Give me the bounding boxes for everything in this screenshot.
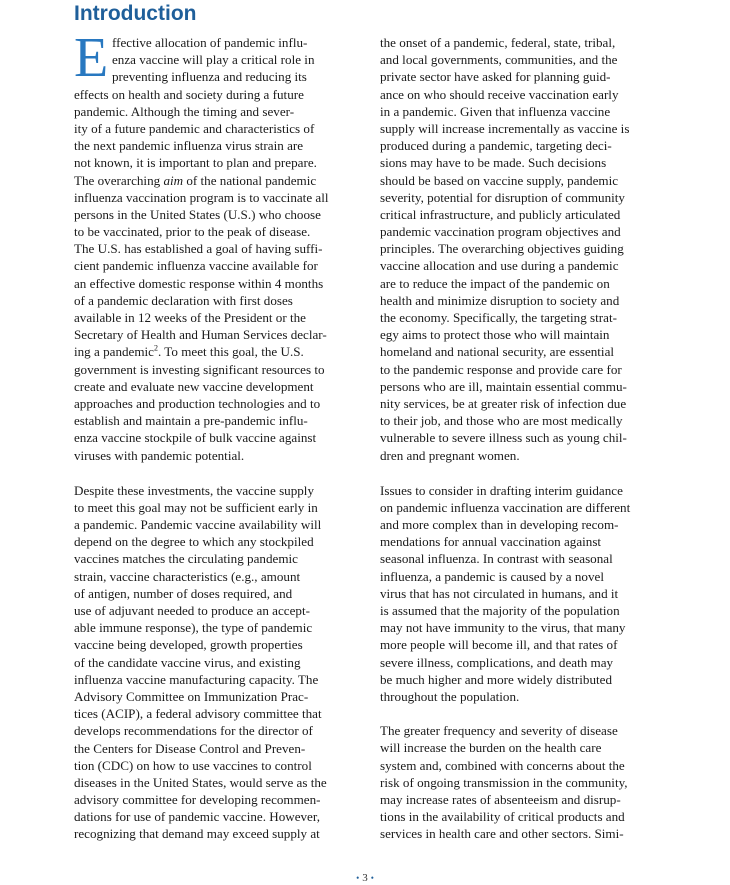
text-line: Secretary of Health and Human Services declar- (74, 327, 327, 343)
right-column (380, 34, 656, 842)
page-number-value: 3 (362, 872, 368, 884)
text-line: pandemic. Although the timing and sever- (74, 103, 295, 119)
paragraph (74, 482, 352, 843)
text-line: strain, vaccine characteristics (e.g., amount (74, 568, 301, 584)
text-line: mendations for annual vaccination against (380, 534, 602, 550)
text-line: of a pandemic declaration with first doses (74, 292, 293, 308)
text-line: a pandemic. Pandemic vaccine availability will (74, 517, 322, 533)
text-line: vulnerable to severe illness such as young chil- (380, 430, 627, 446)
emphasis-aim: aim (163, 172, 184, 188)
text-line: sions may have to be made. Such decisions (380, 155, 607, 171)
text-line: depend on the degree to which any stockpiled (74, 534, 314, 550)
text-line (74, 172, 352, 189)
text-line: able immune response), the type of pandemic (74, 620, 313, 636)
text-line: use of adjuvant needed to produce an accept- (74, 603, 310, 618)
text-line: vaccine allocation and use during a pandemic (380, 258, 619, 274)
text-line: the economy. Specifically, the targeting strat- (380, 310, 617, 325)
text-line: critical infrastructure, and publicly articulated (380, 206, 621, 222)
text-line: create and evaluate new vaccine development (74, 378, 314, 394)
text-line: and local governments, communities, and the (380, 52, 618, 68)
text-line: preventing influenza and reducing its (112, 69, 307, 85)
text-line: develops recommendations for the director of (74, 723, 313, 739)
page-number (0, 872, 730, 884)
text-line: to be vaccinated, prior to the peak of disease. (74, 224, 311, 240)
text-line: and more complex than in developing recom- (380, 517, 619, 533)
text-line: to their job, and those who are most medically (380, 413, 623, 429)
text-line: tices (ACIP), a federal advisory committee that (74, 706, 322, 722)
drop-cap: E (74, 27, 109, 89)
text-line: advisory committee for developing recommen- (74, 792, 321, 808)
section-heading: Introduction (74, 2, 197, 25)
text-line: of antigen, number of doses required, and (74, 585, 293, 601)
text-line: will increase the burden on the health care (380, 740, 602, 756)
page-number-bullet: • (356, 873, 360, 883)
text-line: enza vaccine stockpile of bulk vaccine against (74, 430, 317, 446)
text-line: may not have immunity to the virus, that many (380, 620, 626, 636)
text-line: produced during a pandemic, targeting deci- (380, 138, 612, 154)
text-line: is assumed that the majority of the population (380, 603, 620, 618)
text-line: system and, combined with concerns about the (380, 757, 625, 773)
text-line: the Centers for Disease Control and Preven- (74, 740, 306, 756)
text-line: approaches and production technologies and to (74, 395, 321, 411)
text-line: throughout the population. (380, 688, 520, 704)
text-line: influenza, a pandemic is caused by a novel (380, 568, 604, 584)
text-line: persons who are ill, maintain essential commu- (380, 378, 627, 394)
text-line: Advisory Committee on Immunization Prac- (74, 688, 309, 704)
text-line: in a pandemic. Given that influenza vaccine (380, 103, 611, 119)
paragraph (380, 722, 656, 842)
text-line: severity, potential for disruption of community (380, 189, 625, 205)
text-line: effects on health and society during a future (74, 86, 304, 102)
text-segment: ing a pandemic (74, 344, 154, 360)
footnote-ref: 2 (154, 344, 158, 354)
text-line: influenza vaccine manufacturing capacity. The (74, 671, 319, 687)
text-line: diseases in the United States, would serve as the (74, 774, 327, 790)
text-segment: The overarching (74, 172, 164, 188)
text-line: establish and maintain a pre-pandemic influ- (74, 413, 308, 429)
text-line: services in health care and other sectors. Simi- (380, 826, 624, 842)
text-line: risk of ongoing transmission in the community, (380, 774, 628, 790)
text-line: to the pandemic response and provide care for (380, 361, 622, 377)
text-line: Despite these investments, the vaccine supply (74, 482, 314, 498)
text-line: homeland and national security, are essential (380, 344, 615, 360)
left-column (74, 27, 352, 843)
paragraph (380, 482, 656, 705)
text-segment: of the national pandemic (183, 172, 317, 188)
text-line: enza vaccine will play a critical role in (112, 52, 315, 68)
text-line: the onset of a pandemic, federal, state, tribal, (380, 35, 616, 50)
text-line: not known, it is important to plan and prepare. (74, 155, 317, 171)
text-line: severe illness, complications, and death may (380, 654, 614, 670)
text-line: the next pandemic influenza virus strain are (74, 138, 304, 154)
text-line: vaccine being developed, growth properties (74, 637, 303, 653)
text-line: should be based on vaccine supply, pandemic (380, 172, 619, 188)
text-line: private sector have asked for planning guid- (380, 69, 611, 85)
text-line: health and minimize disruption to society and (380, 292, 620, 308)
text-line: may increase rates of absenteeism and disrup- (380, 791, 621, 807)
text-line: recognizing that demand may exceed supply at (74, 826, 320, 842)
text-line: ance on who should receive vaccination early (380, 86, 619, 102)
text-line: tion (CDC) on how to use vaccines to control (74, 757, 312, 773)
text-line: are to reduce the impact of the pandemic on (380, 275, 610, 291)
text-line: more people will become ill, and that rates of (380, 637, 618, 653)
text-line: government is investing significant resources to (74, 361, 325, 377)
text-line: supply will increase incrementally as vaccine is (380, 120, 630, 136)
text-line: dations for use of pandemic vaccine. However, (74, 809, 320, 825)
paragraph (74, 27, 352, 464)
text-line: tions in the availability of critical products and (380, 809, 625, 825)
text-line: available in 12 weeks of the President or the (74, 310, 306, 325)
text-line: dren and pregnant women. (380, 447, 520, 463)
page-number-bullet: • (370, 873, 374, 883)
text-line: seasonal influenza. In contrast with seasonal (380, 551, 613, 567)
text-line: virus that has not circulated in humans, and it (380, 585, 619, 601)
text-line: of the candidate vaccine virus, and existing (74, 654, 301, 670)
text-line: an effective domestic response within 4 months (74, 275, 324, 291)
text-line: persons in the United States (U.S.) who choose (74, 206, 321, 222)
text-line: Issues to consider in drafting interim guidance (380, 482, 623, 498)
text-line: to meet this goal may not be sufficient early in (74, 499, 318, 515)
text-segment: . To meet this goal, the U.S. (158, 344, 304, 360)
text-line: The greater frequency and severity of disease (380, 723, 618, 739)
text-line: The U.S. has established a goal of having suffi- (74, 241, 323, 257)
text-line: principles. The overarching objectives guiding (380, 241, 624, 257)
text-line: influenza vaccination program is to vaccinate all (74, 189, 329, 205)
text-line: ffective allocation of pandemic influ- (112, 35, 308, 50)
text-line (74, 343, 352, 360)
text-line: pandemic vaccination program objectives and (380, 224, 621, 240)
text-line: on pandemic influenza vaccination are different (380, 499, 631, 515)
text-line: viruses with pandemic potential. (74, 447, 245, 463)
paragraph (380, 34, 656, 464)
text-line: ity of a future pandemic and characteristics of (74, 120, 315, 136)
text-line: cient pandemic influenza vaccine available for (74, 258, 318, 274)
text-line: nity services, be at greater risk of infection due (380, 395, 627, 411)
text-line: be much higher and more widely distributed (380, 671, 612, 687)
text-line: vaccines matches the circulating pandemic (74, 551, 298, 567)
text-line: egy aims to protect those who will maintain (380, 327, 610, 343)
